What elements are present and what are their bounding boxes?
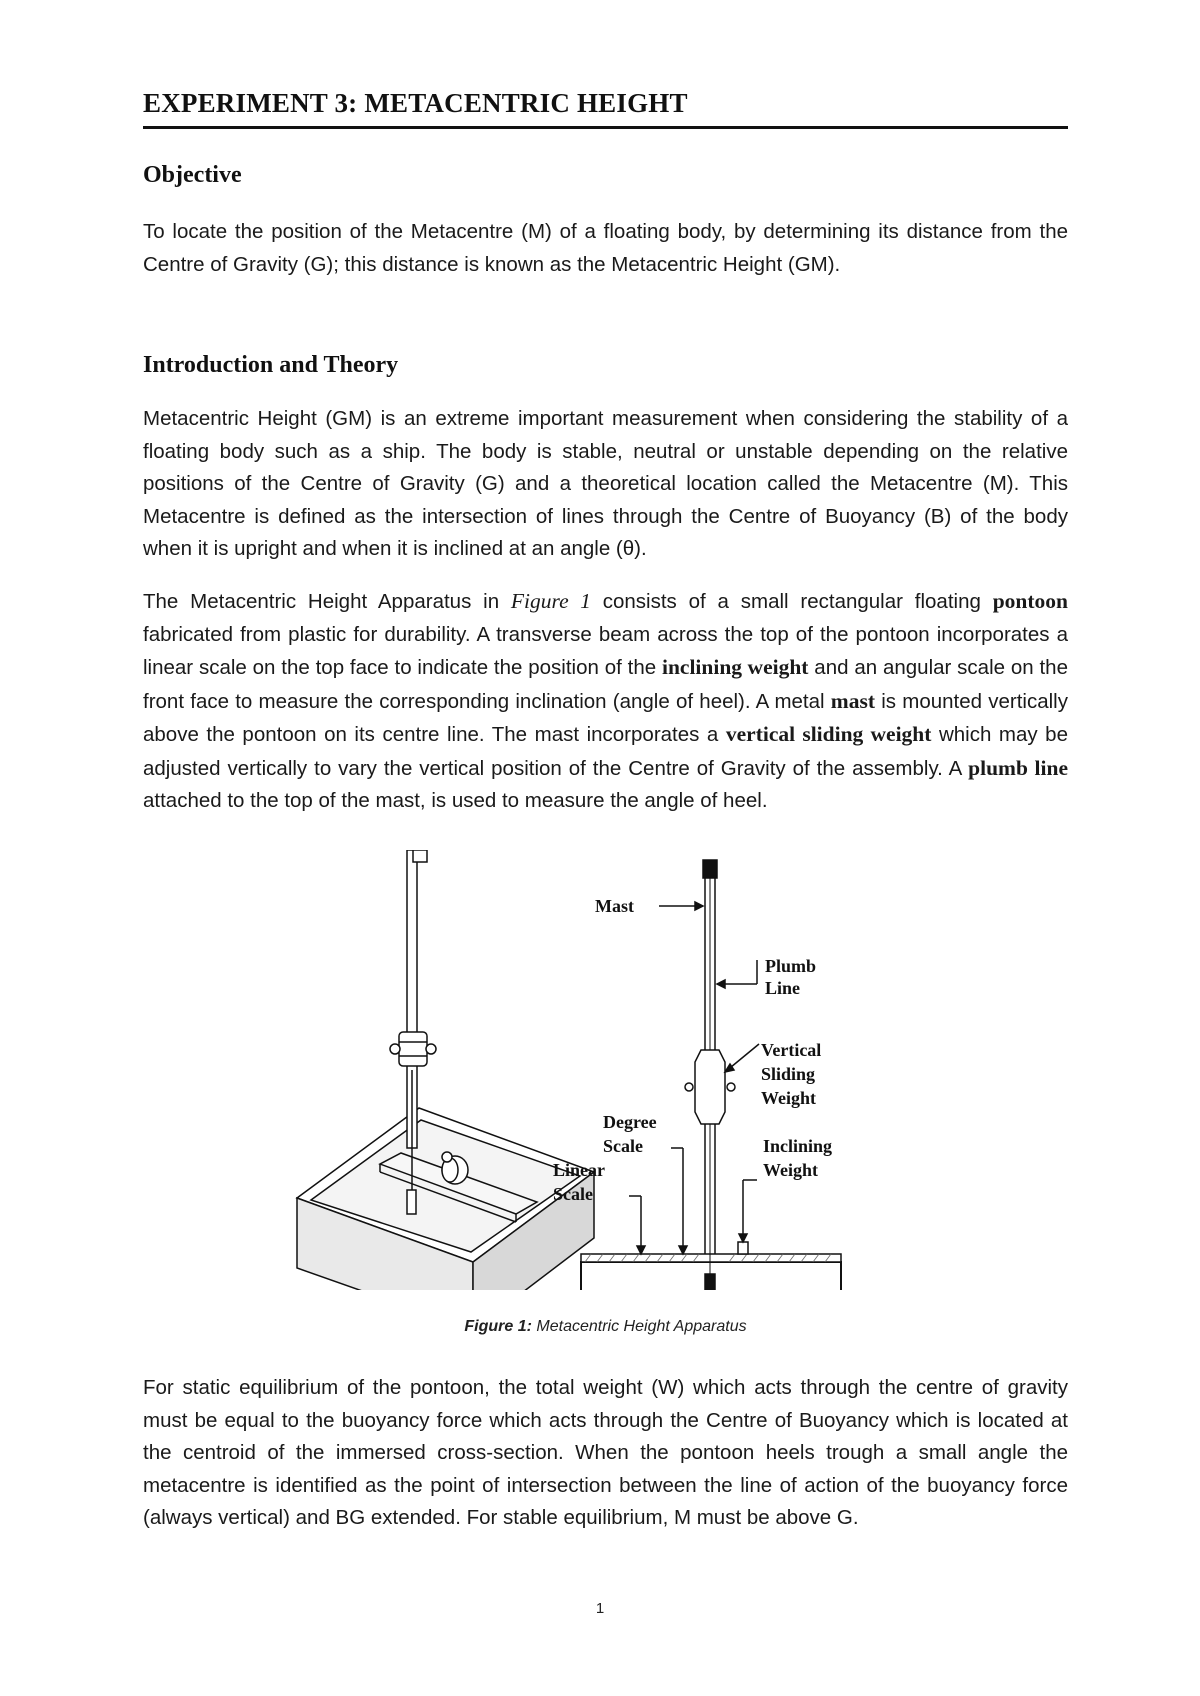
term-vertical-sliding-weight: vertical sliding weight [725,722,932,746]
term-plumb-line: plumb line [968,755,1068,780]
p2-text-1: The Metacentric Height Apparatus in [143,590,511,613]
introduction-paragraph-2 [143,585,1068,818]
p2-text-7: attached to the top of the mast, is used to measure the angle of heel. [143,789,768,812]
term-mast: mast [830,688,875,713]
p2-text-4: and an angular scale on the front face to measure the corresponding inclination (angle of heel). A metal [143,656,1068,713]
introduction-paragraph-1: Metacentric Height (GM) is an extreme important measurement when considering the stability of a floating body such as a ship. The body is stable, neutral or unstable depending on the relative positions of the Centre of Gravity (G) and a theoretical location called the Metacentre (M). This Metacentre is defined as the intersection of lines through the Centre of Buoyancy (B) of the body when it is upright and when it is inclined at an angle (θ). [143,407,1068,560]
label-linear-1: Linear [553,1160,605,1180]
objective-heading: Objective [143,162,242,188]
label-inclining-2: Weight [763,1160,819,1180]
equilibrium-paragraph: For static equilibrium of the pontoon, the total weight (W) which acts through the centre of gravity must be equal to the buoyancy force which acts through the Centre of Buoyancy which is located at the centroid of the immersed cross-section. When the pontoon heels trough a small angle the metacentre is identified as the point of intersection between the line of action of the buoyancy force (always vertical) and BG extended. For stable equilibrium, M must be above G. [143,1376,1068,1529]
label-vertical-3: Weight [761,1088,817,1108]
label-plumb-2: Line [765,978,801,998]
page-number: 1 [595,1600,605,1617]
metacentric-apparatus-figure [285,850,925,1290]
objective-text: To locate the position of the Metacentre (M) of a floating body, by determining its distance from the Centre of Gravity (G); this distance is known as the Metacentric Height (GM). [143,220,1068,276]
pontoon-3d-illustration [297,850,594,1290]
figure-caption-text: Metacentric Height Apparatus [531,1318,747,1335]
label-linear-2: Scale [553,1184,593,1204]
p2-text-3: fabricated from plastic for durability. A transverse beam across the top of the pontoon incorporates a linear scale on the top face to indicate the position of the [143,622,1068,679]
term-pontoon: pontoon [992,589,1069,613]
figure-caption-number: Figure 1: [464,1318,532,1335]
figure-caption [143,1318,1068,1336]
label-degree-1: Degree [603,1112,657,1132]
label-degree-2: Scale [603,1136,643,1156]
label-inclining-1: Inclining [763,1136,833,1156]
p2-text-6: which may be adjusted vertically to vary the vertical position of the Centre of Gravity of the assembly. A [143,723,1068,780]
p2-text-5: is mounted vertically above the pontoon on its centre line. The mast incorporates a [143,689,1068,746]
figure-reference: Figure 1 [510,589,591,613]
introduction-heading: Introduction and Theory [143,352,399,378]
term-inclining-weight: inclining weight [661,655,809,679]
label-vertical-1: Vertical [761,1040,822,1060]
p2-text-2: consists of a small rectangular floating [590,590,993,613]
label-mast: Mast [595,896,634,916]
label-vertical-2: Sliding [761,1064,816,1084]
document-title: EXPERIMENT 3: METACENTRIC HEIGHT [143,86,1068,129]
label-plumb-1: Plumb [765,956,817,976]
